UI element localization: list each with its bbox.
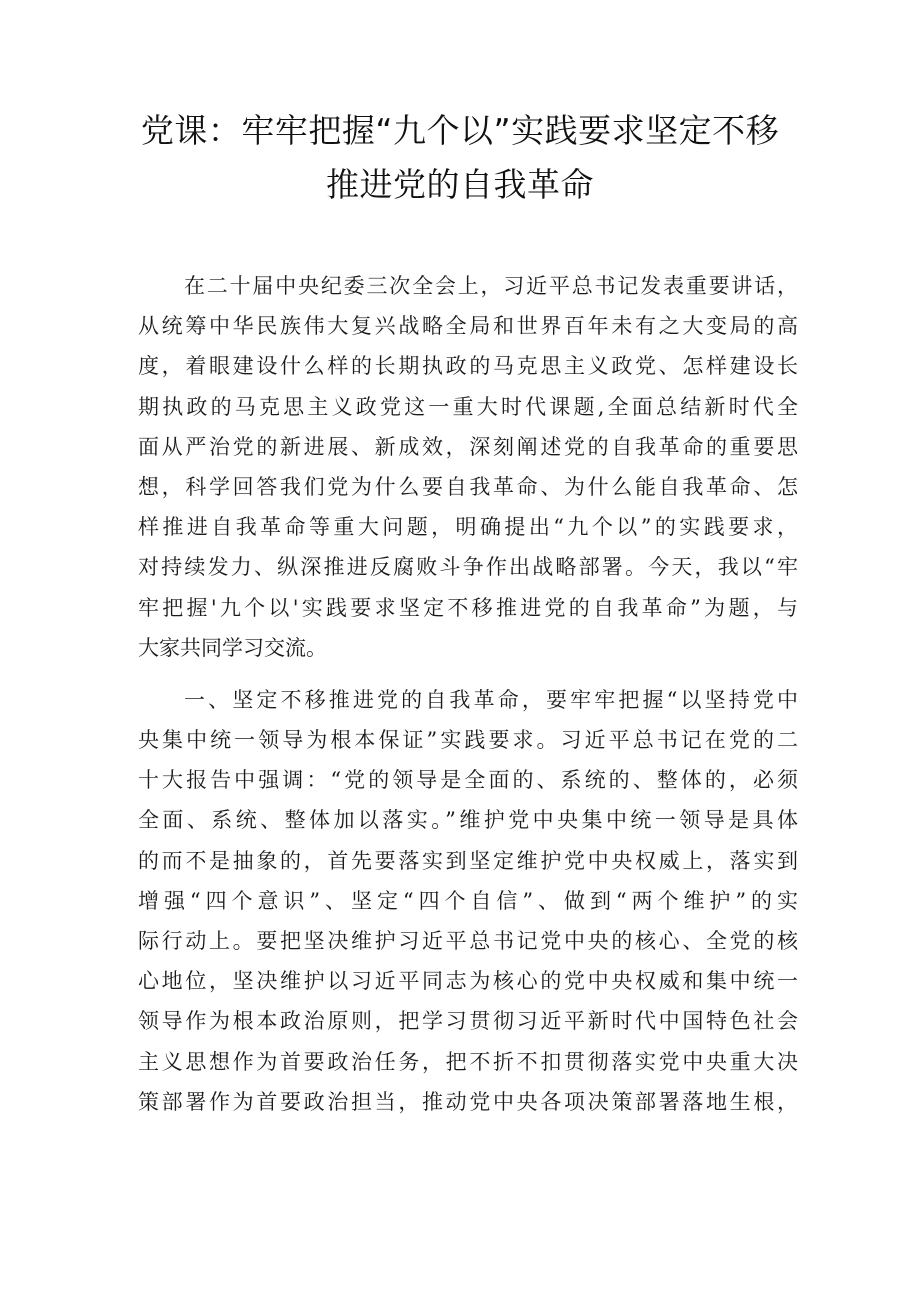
title-line-1: 党课：牢牢把握“九个以”实践要求坚定不移	[140, 111, 780, 150]
document-title	[100, 104, 820, 212]
text-line: 想，科学回答我们党为什么要自我革命、为什么能自我革命、怎	[138, 474, 798, 499]
text-line: 在二十届中央纪委三次全会上，习近平总书记发表重要讲话，	[184, 274, 798, 298]
text-line: 期执政的马克思主义政党这一重大时代课题,全面总结新时代全	[138, 394, 798, 419]
text-line: 牢把握'九个以'实践要求坚定不移推进党的自我革命”为题，与	[138, 595, 798, 620]
title-line-2: 推进党的自我革命	[326, 165, 594, 204]
text-line: 对持续发力、纵深推进反腐败斗争作出战略部署。今天，我以“牢	[138, 555, 798, 580]
text-line: 领导作为根本政治原则，把学习贯彻习近平新时代中国特色社会	[138, 1009, 798, 1034]
text-line: 面从严治党的新进展、新成效，深刻阐述党的自我革命的重要思	[138, 434, 798, 459]
text-line: 的而不是抽象的，首先要落实到坚定维护党中央权威上，落实到	[138, 848, 798, 873]
text-line: 策部署作为首要政治担当，推动党中央各项决策部署落地生根，	[138, 1089, 798, 1114]
paragraph-1	[138, 266, 798, 668]
text-line: 增强“四个意识”、坚定“四个自信”、做到“两个维护”的实	[138, 888, 798, 913]
text-line: 大家共同学习交流。	[138, 635, 327, 660]
text-line: 样推进自我革命等重大问题，明确提出“九个以”的实践要求，	[138, 515, 798, 540]
text-line: 主义思想作为首要政治任务，把不折不扣贯彻落实党中央重大决	[138, 1049, 798, 1074]
text-line: 一、坚定不移推进党的自我革命，要牢牢把握“以坚持党中	[184, 687, 798, 712]
paragraph-2	[138, 680, 798, 1122]
text-line: 十大报告中强调：“党的领导是全面的、系统的、整体的，必须	[138, 768, 798, 793]
text-line: 际行动上。要把坚决维护习近平总书记党中央的核心、全党的核	[138, 929, 798, 953]
text-line: 全面、系统、整体加以落实。”维护党中央集中统一领导是具体	[138, 808, 798, 833]
document-body	[138, 266, 798, 1134]
text-line: 央集中统一领导为根本保证”实践要求。习近平总书记在党的二	[138, 728, 798, 753]
text-line: 度，着眼建设什么样的长期执政的马克思主义政党、怎样建设长	[138, 354, 798, 379]
text-line: 从统筹中华民族伟大复兴战略全局和世界百年未有之大变局的高	[138, 314, 798, 339]
text-line: 心地位，坚决维护以习近平同志为核心的党中央权威和集中统一	[138, 969, 798, 994]
